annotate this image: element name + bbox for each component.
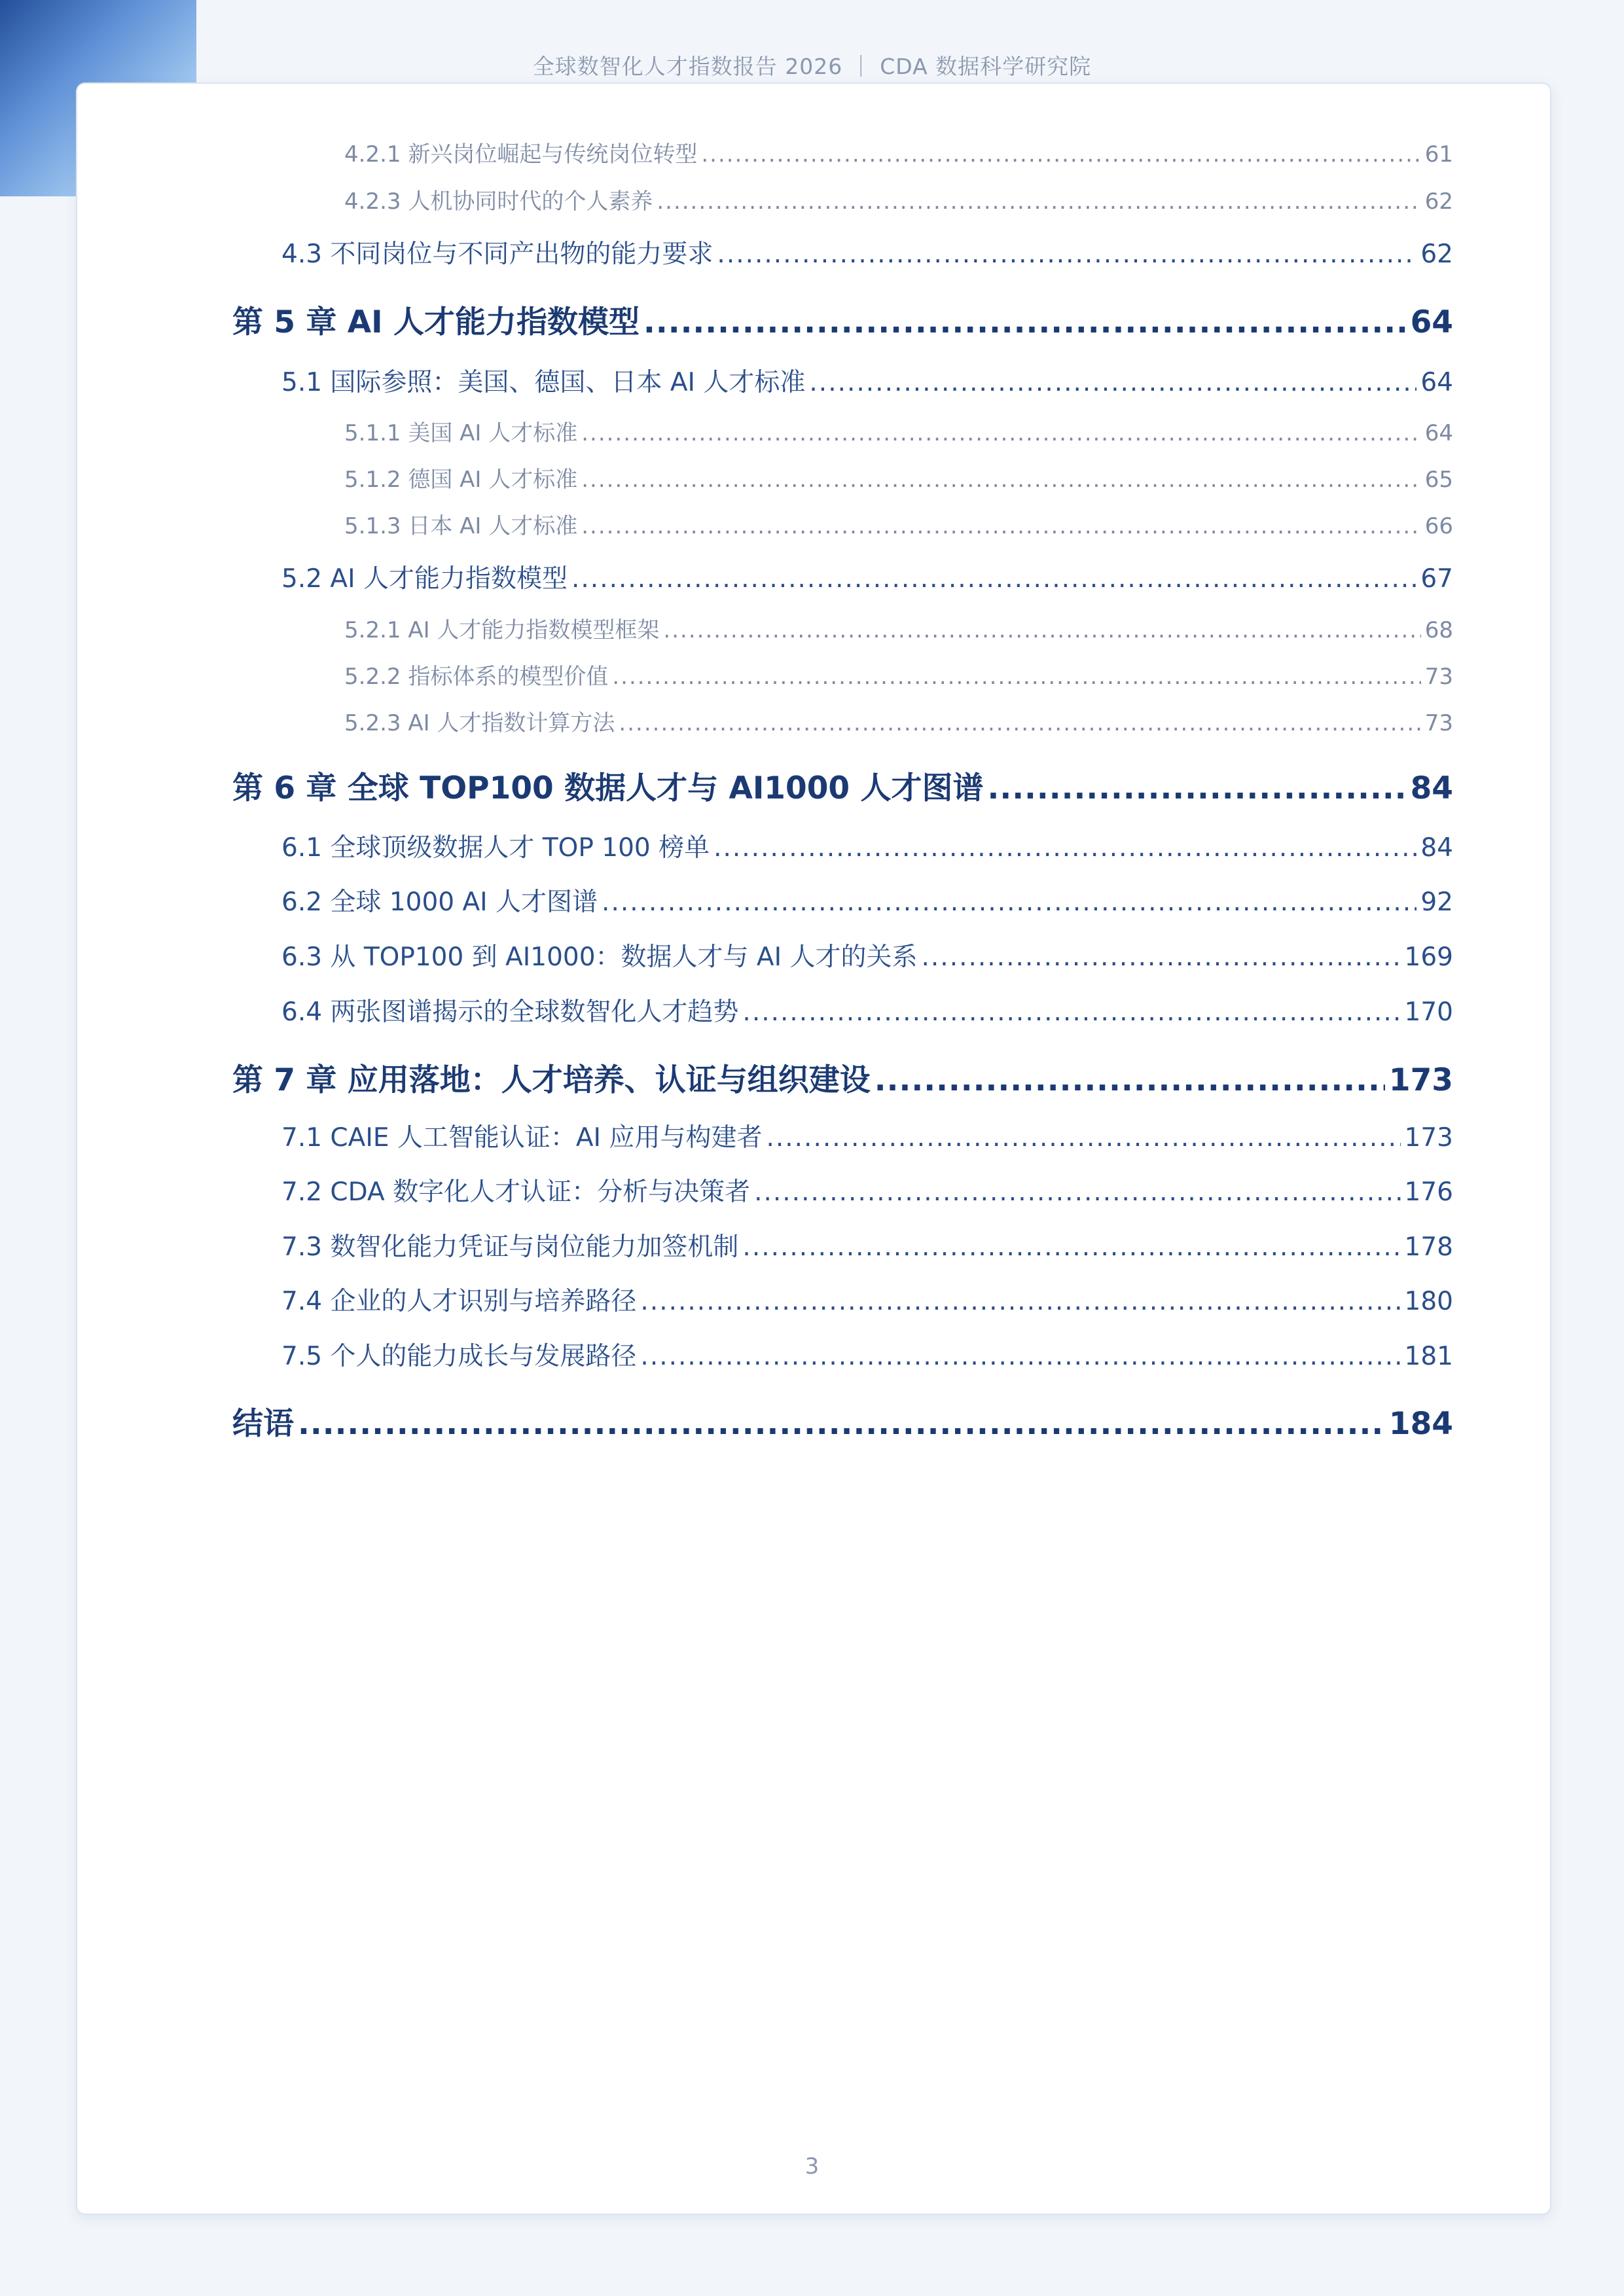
toc-entry[interactable] <box>281 937 1453 973</box>
toc-chapter-entry[interactable] <box>232 1399 1453 1443</box>
toc-entry-page: 84 <box>1410 770 1453 806</box>
toc-entry[interactable] <box>344 612 1453 644</box>
toc-leader-dots <box>742 1232 1400 1262</box>
toc-leader-dots <box>663 617 1420 643</box>
toc-entry-label: 7.2 CDA 数字化人才认证：分析与决策者 <box>281 1177 751 1207</box>
toc-entry-label: 5.1.3 日本 AI 人才标准 <box>344 513 578 539</box>
toc-leader-dots <box>298 1406 1385 1442</box>
toc-entry-page: 181 <box>1404 1342 1453 1371</box>
toc-entry[interactable] <box>344 136 1453 168</box>
toc-entry-label: 5.2 AI 人才能力指数模型 <box>281 564 568 594</box>
page-number: 3 <box>804 2153 820 2179</box>
toc-leader-dots <box>701 141 1420 168</box>
toc-entry-page: 64 <box>1420 368 1453 397</box>
toc-entry[interactable] <box>281 1281 1453 1318</box>
toc-entry[interactable] <box>281 827 1453 864</box>
toc-entry[interactable] <box>281 1117 1453 1154</box>
toc-leader-dots <box>640 1342 1400 1371</box>
toc-leader-dots <box>571 564 1416 594</box>
toc-entry-label: 6.3 从 TOP100 到 AI1000：数据人才与 AI 人才的关系 <box>281 942 918 972</box>
toc-entry[interactable] <box>281 558 1453 595</box>
toc-entry-label: 6.1 全球顶级数据人才 TOP 100 榜单 <box>281 833 710 863</box>
toc-entry-label: 6.4 两张图谱揭示的全球数智化人才趋势 <box>281 997 739 1027</box>
toc-entry-page: 64 <box>1410 304 1453 340</box>
toc-leader-dots <box>754 1177 1400 1207</box>
toc-entry-label: 5.2.1 AI 人才能力指数模型框架 <box>344 617 660 643</box>
toc-leader-dots <box>875 1062 1385 1098</box>
toc-entry-label: 7.5 个人的能力成长与发展路径 <box>281 1342 637 1371</box>
toc-entry-label: 第 6 章 全球 TOP100 数据人才与 AI1000 人才图谱 <box>232 770 984 806</box>
toc-entry[interactable] <box>344 415 1453 447</box>
toc-entry[interactable] <box>281 234 1453 270</box>
toc-entry-label: 6.2 全球 1000 AI 人才图谱 <box>281 888 598 917</box>
toc-entry-page: 66 <box>1424 513 1453 539</box>
toc-leader-dots <box>922 942 1401 972</box>
toc-entry-page: 84 <box>1420 833 1453 863</box>
toc-entry-label: 5.2.2 指标体系的模型价值 <box>344 664 609 690</box>
toc-leader-dots <box>643 304 1407 340</box>
toc-leader-dots <box>742 997 1400 1027</box>
toc-chapter-entry[interactable] <box>232 1056 1453 1100</box>
toc-entry[interactable] <box>344 508 1453 540</box>
toc-leader-dots <box>766 1123 1400 1153</box>
toc-entry[interactable] <box>281 362 1453 399</box>
toc-entry[interactable] <box>281 1172 1453 1208</box>
toc-entry[interactable] <box>344 461 1453 493</box>
toc-chapter-entry[interactable] <box>232 298 1453 342</box>
toc-leader-dots <box>581 513 1421 539</box>
toc-entry-label: 第 5 章 AI 人才能力指数模型 <box>232 304 640 340</box>
toc-entry-label: 4.2.3 人机协同时代的个人素养 <box>344 188 653 215</box>
toc-entry[interactable] <box>281 992 1453 1028</box>
toc-entry-page: 65 <box>1424 467 1453 493</box>
toc-entry-page: 68 <box>1424 617 1453 643</box>
toc-entry-page: 169 <box>1404 942 1453 972</box>
page-header: 全球数智化人才指数报告 2026 ｜ CDA 数据科学研究院 <box>532 54 1092 79</box>
toc-leader-dots <box>657 188 1420 215</box>
toc-leader-dots <box>581 420 1421 446</box>
toc-entry-page: 92 <box>1420 888 1453 917</box>
toc-leader-dots <box>640 1287 1400 1316</box>
toc-entry-label: 7.1 CAIE 人工智能认证：AI 应用与构建者 <box>281 1123 763 1153</box>
toc-entry-page: 170 <box>1404 997 1453 1027</box>
toc-entry[interactable] <box>281 1227 1453 1263</box>
toc-entry-page: 62 <box>1424 188 1453 215</box>
toc-entry-label: 5.1.1 美国 AI 人才标准 <box>344 420 578 446</box>
toc-entry-page: 176 <box>1404 1177 1453 1207</box>
toc-entry[interactable] <box>344 705 1453 737</box>
toc-entry-label: 7.3 数智化能力凭证与岗位能力加签机制 <box>281 1232 739 1262</box>
toc-entry-page: 180 <box>1404 1287 1453 1316</box>
toc-entry-page: 173 <box>1388 1062 1453 1098</box>
toc-leader-dots <box>809 368 1416 397</box>
toc-entry-page: 73 <box>1424 664 1453 690</box>
toc-leader-dots <box>581 467 1421 493</box>
toc-entry-page: 61 <box>1424 141 1453 168</box>
toc-leader-dots <box>619 710 1420 736</box>
toc-entry-label: 4.3 不同岗位与不同产出物的能力要求 <box>281 240 713 269</box>
toc-entry-page: 178 <box>1404 1232 1453 1262</box>
toc-entry[interactable] <box>344 183 1453 215</box>
toc-entry[interactable] <box>344 658 1453 691</box>
toc-entry-label: 5.1.2 德国 AI 人才标准 <box>344 467 578 493</box>
toc-entry-page: 73 <box>1424 710 1453 736</box>
toc-entry-page: 64 <box>1424 420 1453 446</box>
toc-entry-label: 4.2.1 新兴岗位崛起与传统岗位转型 <box>344 141 698 168</box>
toc-entry-page: 173 <box>1404 1123 1453 1153</box>
toc-entry[interactable] <box>281 882 1453 918</box>
toc-entry-page: 184 <box>1388 1406 1453 1442</box>
toc-leader-dots <box>713 833 1416 863</box>
toc-leader-dots <box>717 240 1416 269</box>
toc-leader-dots <box>602 888 1416 917</box>
toc-entry-label: 5.2.3 AI 人才指数计算方法 <box>344 710 615 736</box>
toc-entry-label: 第 7 章 应用落地：人才培养、认证与组织建设 <box>232 1062 871 1098</box>
toc-leader-dots <box>612 664 1420 690</box>
toc-leader-dots <box>987 770 1406 806</box>
toc-entry[interactable] <box>281 1336 1453 1372</box>
toc-entry-label: 结语 <box>232 1406 294 1442</box>
toc-entry-label: 7.4 企业的人才识别与培养路径 <box>281 1287 637 1316</box>
toc-entry-page: 62 <box>1420 240 1453 269</box>
toc-entry-page: 67 <box>1420 564 1453 594</box>
toc-entry-label: 5.1 国际参照：美国、德国、日本 AI 人才标准 <box>281 368 806 397</box>
toc-chapter-entry[interactable] <box>232 764 1453 808</box>
